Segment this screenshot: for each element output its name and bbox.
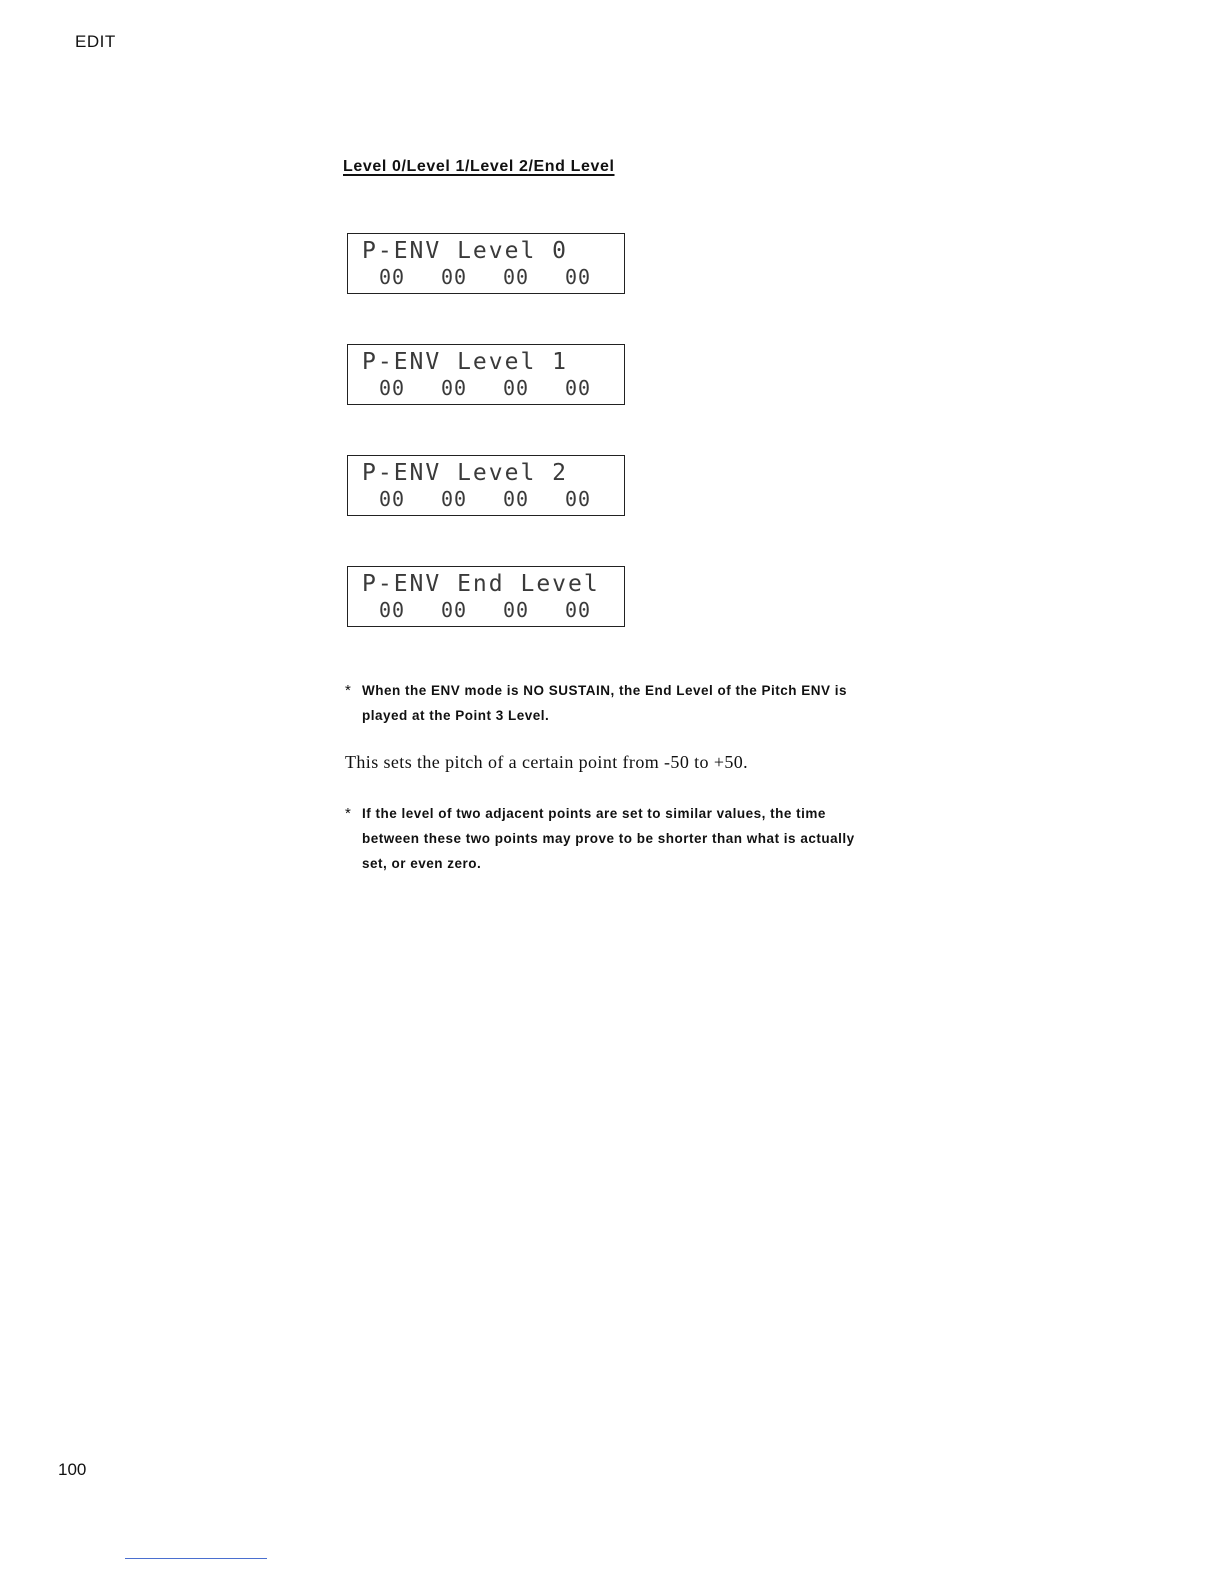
note-no-sustain	[345, 678, 957, 728]
lcd-value: 00	[565, 265, 592, 289]
asterisk-icon: *	[345, 682, 352, 699]
footer-divider	[125, 1558, 267, 1559]
note-line	[345, 678, 957, 703]
lcd-value: 00	[503, 376, 530, 400]
lcd-title: P-ENV Level 1	[362, 349, 569, 375]
asterisk-icon: *	[345, 805, 352, 822]
lcd-values	[379, 265, 627, 289]
lcd-display-end-level	[347, 566, 625, 627]
note-text: When the ENV mode is NO SUSTAIN, the End Level of the Pitch ENV is	[362, 683, 848, 698]
lcd-value: 00	[441, 598, 468, 622]
lcd-title: P-ENV Level 2	[362, 460, 569, 486]
note-line: set, or even zero.	[362, 856, 482, 871]
note-adjacent-points	[345, 801, 957, 876]
section-label: EDIT	[75, 32, 116, 51]
lcd-value: 00	[379, 598, 406, 622]
note-line	[345, 801, 957, 826]
section-heading: Level 0/Level 1/Level 2/End Level	[343, 158, 615, 175]
lcd-title: P-ENV Level 0	[362, 238, 569, 264]
lcd-value: 00	[379, 376, 406, 400]
note-text: If the level of two adjacent points are set to similar values, the time	[362, 806, 826, 821]
description-text: This sets the pitch of a certain point from -50 to +50.	[345, 752, 749, 772]
lcd-value: 00	[565, 376, 592, 400]
note-line: between these two points may prove to be shorter than what is actually	[362, 831, 855, 846]
lcd-value: 00	[441, 487, 468, 511]
lcd-values	[379, 376, 627, 400]
lcd-value: 00	[565, 598, 592, 622]
lcd-value: 00	[503, 598, 530, 622]
lcd-display-level-1	[347, 344, 625, 405]
lcd-value: 00	[503, 265, 530, 289]
note-line: played at the Point 3 Level.	[362, 708, 550, 723]
lcd-display-level-0	[347, 233, 625, 294]
lcd-value: 00	[441, 265, 468, 289]
lcd-title: P-ENV End Level	[362, 571, 600, 597]
lcd-value: 00	[441, 376, 468, 400]
lcd-value: 00	[379, 265, 406, 289]
page-number: 100	[58, 1460, 87, 1479]
lcd-values	[379, 598, 627, 622]
lcd-value: 00	[565, 487, 592, 511]
lcd-value: 00	[379, 487, 406, 511]
lcd-values	[379, 487, 627, 511]
lcd-value: 00	[503, 487, 530, 511]
lcd-display-level-2	[347, 455, 625, 516]
